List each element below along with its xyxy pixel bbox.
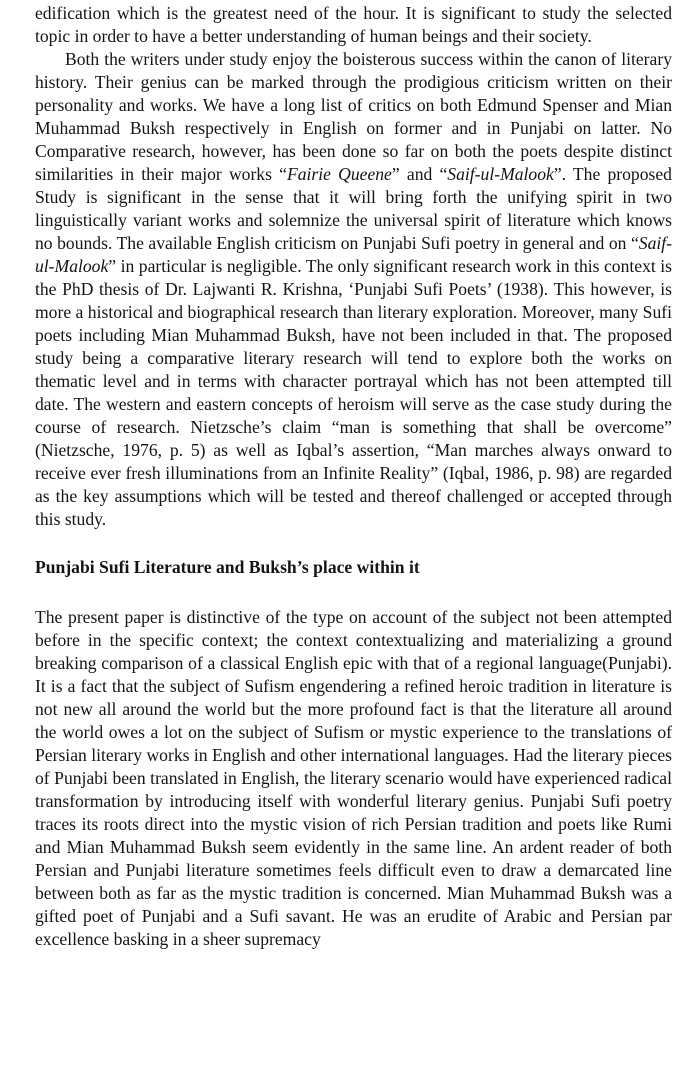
- paragraph-significance: [35, 48, 672, 531]
- work-title: Saif-ul-Malook: [35, 233, 672, 276]
- paragraph-text: ” in particular is negligible. The only significant research work in this context is the PhD thesis of Dr. Lajwanti R. Krishna, ‘Punjabi Sufi Poets’ (1938). This however, is more a historical and biographical research than literary exploration. Moreover, many Sufi poets including Mian Muhammad Buksh, have not been included in that. The proposed study being a comparative literary research will tend to explore both the works on thematic level and in terms with character portrayal which has not been attempted till date. The western and eastern concepts of heroism will serve as the case study during the course of research. Nietzsche’s claim “man is something that shall be overcome” (Nietzsche, 1976, p. 5) as well as Iqbal’s assertion, “Man marches always onward to receive ever fresh illuminations from an Infinite Reality” (Iqbal, 1986, p. 98) are regarded as the key assumptions which will be tested and thereof challenged or accepted through this study.: [35, 256, 672, 529]
- paragraph-section-body: The present paper is distinctive of the type on account of the subject not been attempted before in the specific context; the context contextualizing and materializing a ground breaking comparison of a classical English epic with that of a regional language(Punjabi). It is a fact that the subject of Sufism engendering a refined heroic tradition in literature is not new all around the world but the more profound fact is that the literature all around the world owes a lot on the subject of Sufism or mystic experience to the translations of Persian literary works in English and other international languages. Had the literary pieces of Punjabi been translated in English, the literary scenario would have experienced radical transformation by introducing itself with wonderful literary genius. Punjabi Sufi poetry traces its roots direct into the mystic vision of rich Persian tradition and poets like Rumi and Mian Muhammad Buksh seem evidently in the same line. An ardent reader of both Persian and Punjabi literature sometimes feels difficult even to draw a demarcated line between both as far as the mystic tradition is concerned. Mian Muhammad Buksh was a gifted poet of Punjabi and a Sufi savant. He was an erudite of Arabic and Persian par excellence basking in a sheer supremacy: [35, 607, 672, 949]
- work-title: Saif-ul-Malook: [447, 164, 554, 184]
- work-title: Fairie Queene: [286, 164, 392, 184]
- paragraph-text: ” and “: [391, 164, 448, 184]
- document-page: [35, 2, 672, 951]
- paragraph-text: ”. The proposed Study is significant in the sense that it will bring forth the unifying spirit in two linguistically variant works and solemnize the universal spirit of literature which knows no bounds. The available English criticism on Punjabi Sufi poetry in general and on “: [35, 164, 672, 253]
- paragraph-intro-end: edification which is the greatest need of the hour. It is significant to study the selected topic in order to have a better understanding of human beings and their society.: [35, 3, 672, 46]
- section-heading: Punjabi Sufi Literature and Buksh’s place within it: [35, 557, 420, 577]
- paragraph-text: Both the writers under study enjoy the boisterous success within the canon of literary history. Their genius can be marked through the prodigious criticism written on their personality and works. We have a long list of critics on both Edmund Spenser and Mian Muhammad Buksh respectively in English on former and in Punjabi on latter. No Comparative research, however, has been done so far on both the poets despite distinct similarities in their major works “: [35, 49, 672, 184]
